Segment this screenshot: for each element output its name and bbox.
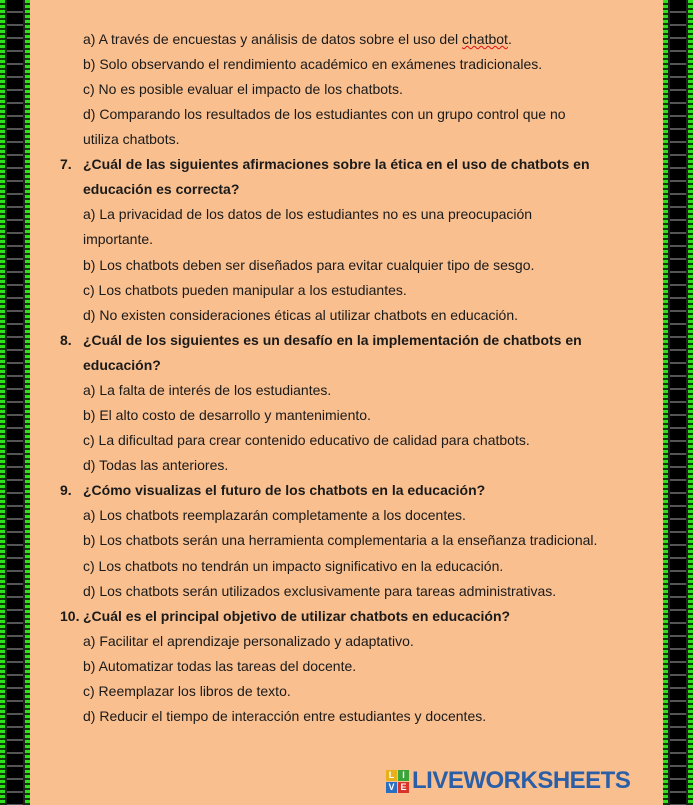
- option-prev-d-cont: utiliza chatbots.: [83, 131, 180, 147]
- liveworksheets-logo[interactable]: [386, 768, 630, 794]
- option-8c[interactable]: c) La dificultad para crear contenido educativo de calidad para chatbots.: [83, 432, 530, 448]
- logo-block: I: [398, 770, 409, 781]
- option-9a[interactable]: a) Los chatbots reemplazarán completamente a los docentes.: [83, 507, 466, 523]
- option-10b[interactable]: b) Automatizar todas las tareas del docente.: [83, 658, 357, 674]
- question-8-number: 8.: [60, 332, 72, 348]
- option-prev-c[interactable]: c) No es posible evaluar el impacto de los chatbots.: [83, 81, 403, 97]
- question-8-text: ¿Cuál de los siguientes es un desafío en la implementación de chatbots en: [83, 332, 582, 348]
- option-prev-a[interactable]: a) A través de encuestas y análisis de datos sobre el uso del chatbot.: [83, 31, 512, 47]
- option-7a-cont: importante.: [83, 231, 154, 247]
- option-7a[interactable]: a) La privacidad de los datos de los estudiantes no es una preocupación: [83, 206, 533, 222]
- option-prev-b[interactable]: b) Solo observando el rendimiento académico en exámenes tradicionales.: [83, 56, 543, 72]
- logo-block: V: [386, 782, 397, 793]
- question-8-text-cont: educación?: [83, 357, 161, 373]
- question-9-number: 9.: [60, 482, 72, 498]
- option-9d[interactable]: d) Los chatbots serán utilizados exclusivamente para tareas administrativas.: [83, 583, 557, 599]
- option-10c[interactable]: c) Reemplazar los libros de texto.: [83, 683, 291, 699]
- film-strip-left: [0, 0, 30, 805]
- option-7d[interactable]: d) No existen consideraciones éticas al utilizar chatbots en educación.: [83, 307, 519, 323]
- film-strip-right: [663, 0, 693, 805]
- question-10-number: 10.: [60, 608, 80, 624]
- option-10d[interactable]: d) Reducir el tiempo de interacción entre estudiantes y docentes.: [83, 708, 487, 724]
- option-7c[interactable]: c) Los chatbots pueden manipular a los estudiantes.: [83, 282, 407, 298]
- option-9b[interactable]: b) Los chatbots serán una herramienta complementaria a la enseñanza tradicional.: [83, 532, 598, 548]
- question-7-text-cont: educación es correcta?: [83, 181, 240, 197]
- option-8d[interactable]: d) Todas las anteriores.: [83, 457, 229, 473]
- logo-block: E: [398, 782, 409, 793]
- option-prev-d[interactable]: d) Comparando los resultados de los estudiantes con un grupo control que no: [83, 106, 566, 122]
- question-7-text: ¿Cuál de las siguientes afirmaciones sobre la ética en el uso de chatbots en: [83, 156, 590, 172]
- question-9-text: ¿Cómo visualizas el futuro de los chatbots en la educación?: [83, 482, 486, 498]
- option-9c[interactable]: c) Los chatbots no tendrán un impacto significativo en la educación.: [83, 558, 504, 574]
- logo-text: LIVEWORKSHEETS: [412, 767, 631, 794]
- question-7-number: 7.: [60, 156, 72, 172]
- logo-block: L: [386, 770, 397, 781]
- option-7b[interactable]: b) Los chatbots deben ser diseñados para evitar cualquier tipo de sesgo.: [83, 257, 535, 273]
- question-10-text: ¿Cuál es el principal objetivo de utilizar chatbots en educación?: [83, 608, 511, 624]
- logo-blocks-icon: [386, 770, 409, 793]
- option-10a[interactable]: a) Facilitar el aprendizaje personalizado y adaptativo.: [83, 633, 414, 649]
- spellcheck-word: chatbot: [462, 31, 508, 47]
- option-8a[interactable]: a) La falta de interés de los estudiantes.: [83, 382, 332, 398]
- option-8b[interactable]: b) El alto costo de desarrollo y mantenimiento.: [83, 407, 371, 423]
